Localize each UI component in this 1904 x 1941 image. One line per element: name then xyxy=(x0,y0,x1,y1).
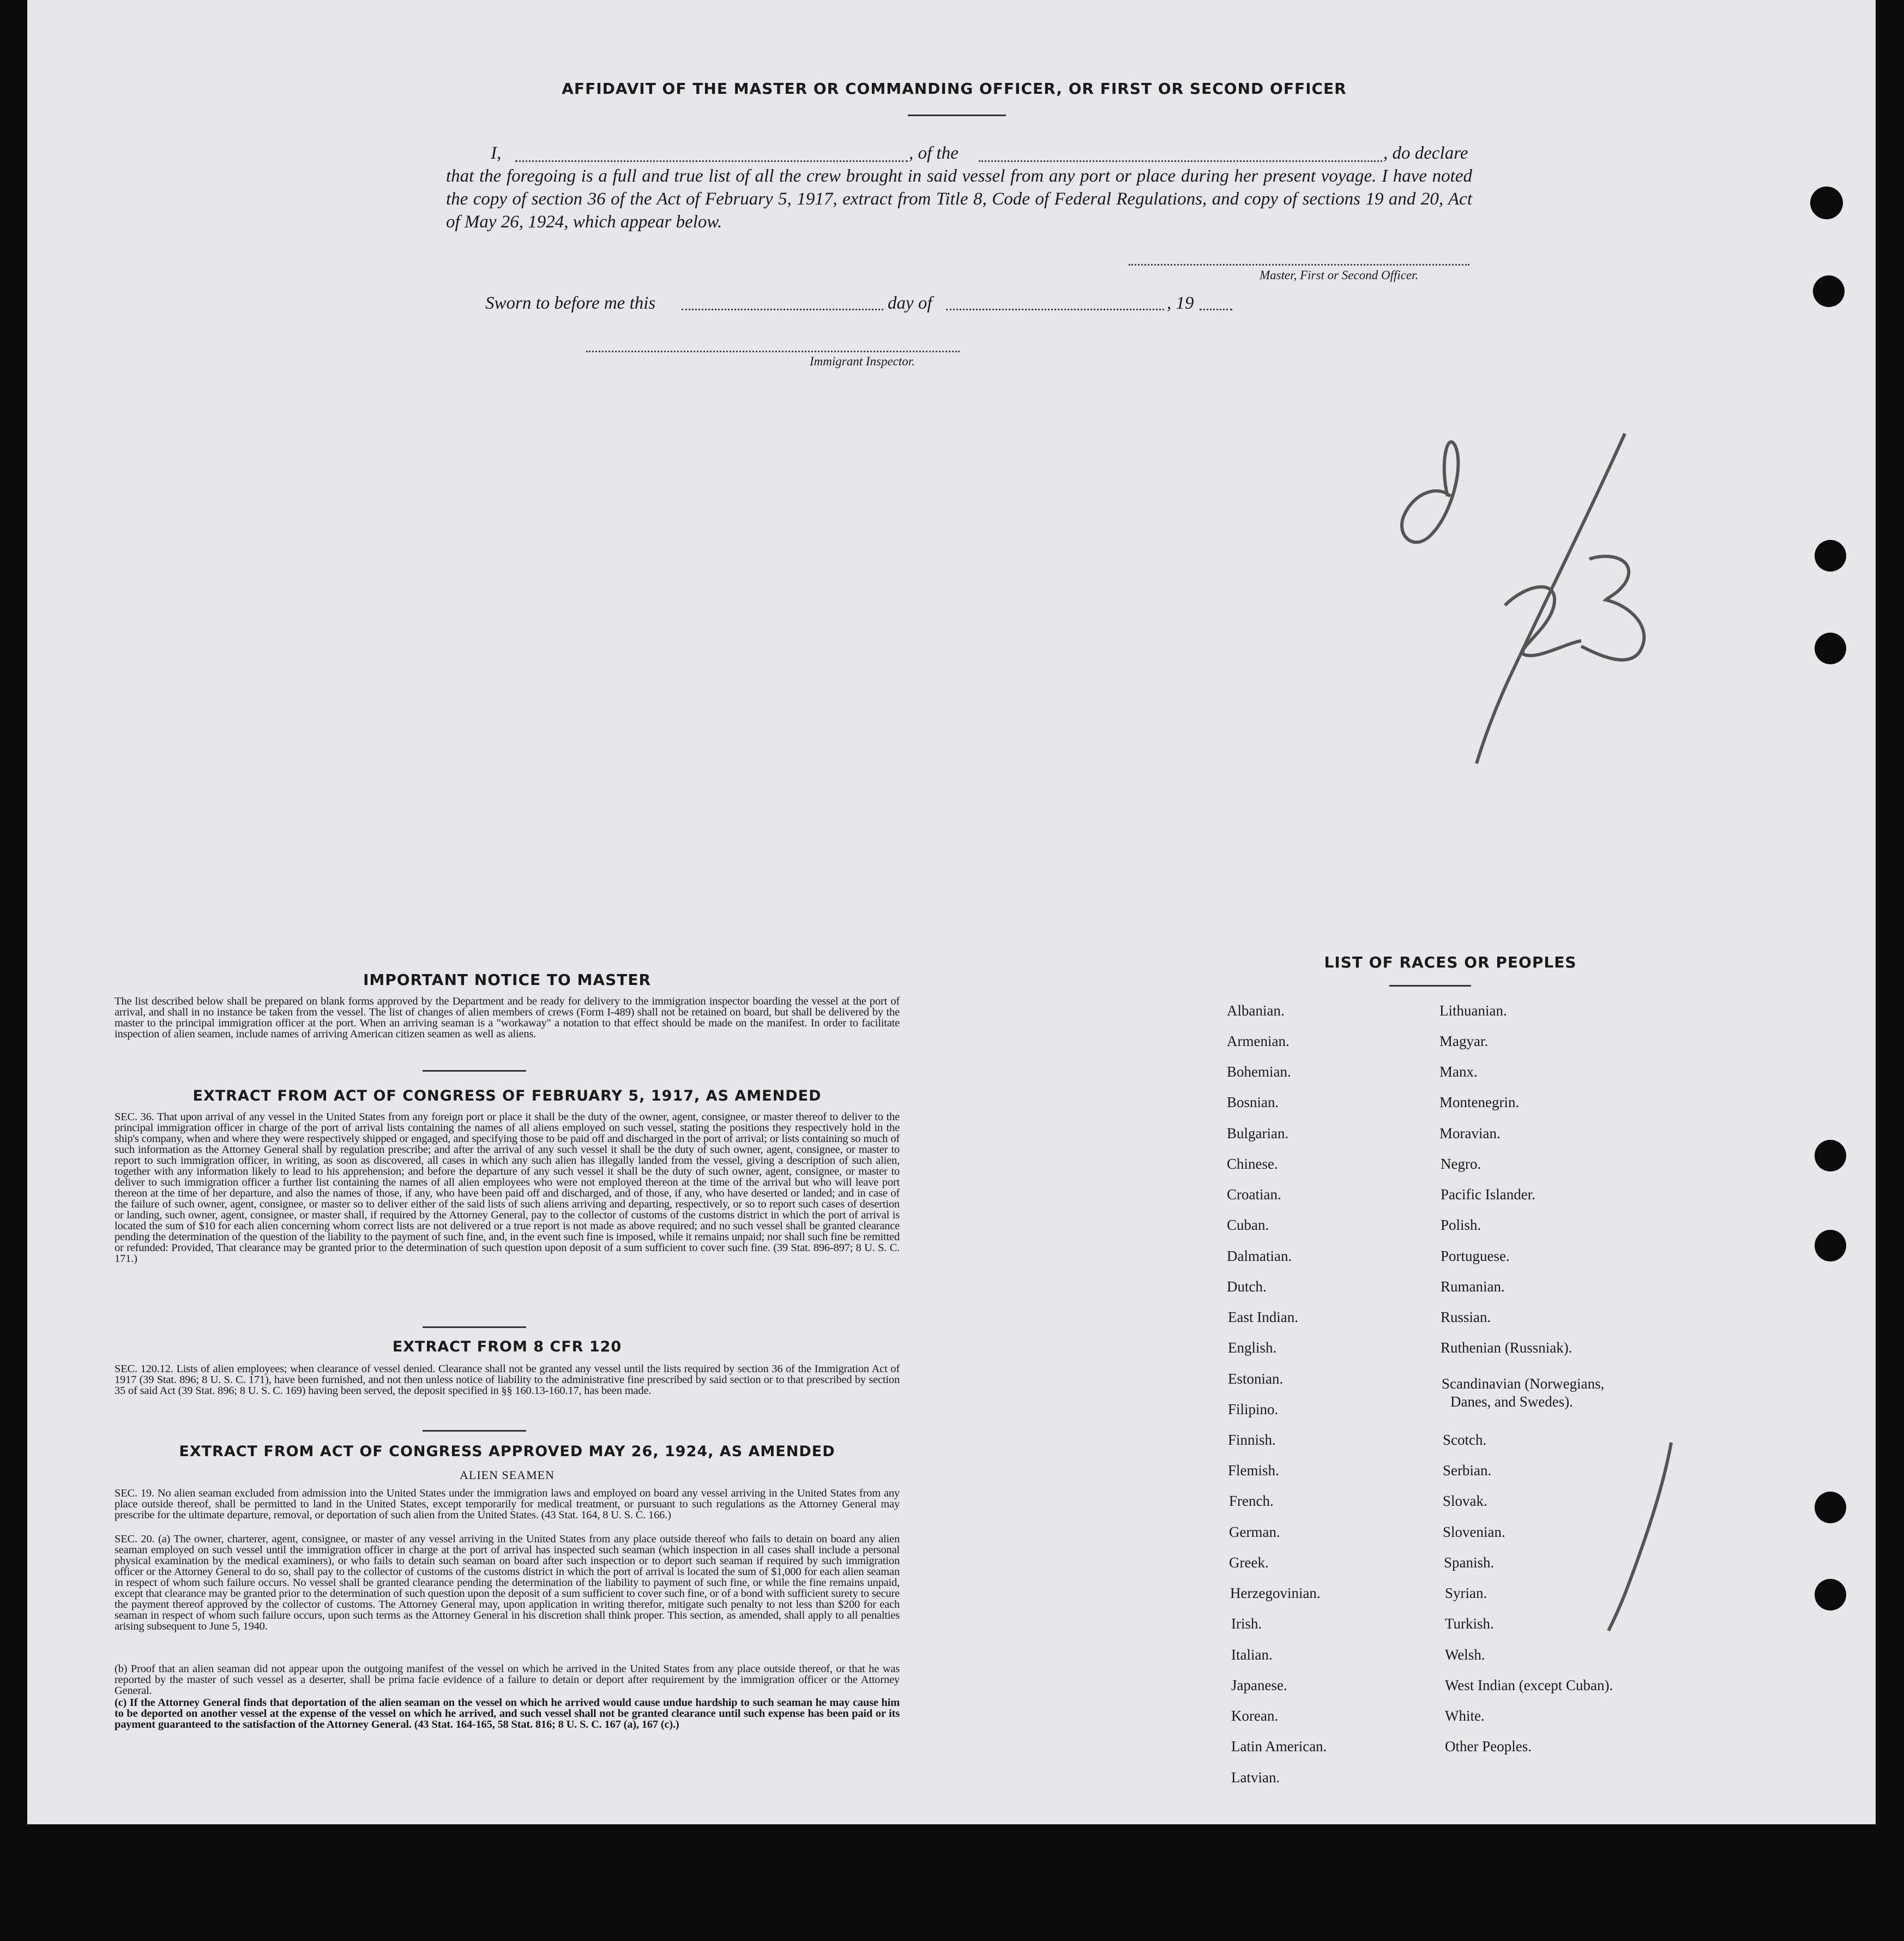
inspector-caption: Immigrant Inspector. xyxy=(810,354,915,368)
binder-hole xyxy=(1815,633,1846,664)
race-item: Slovenian. xyxy=(1443,1524,1505,1540)
race-item: Albanian. xyxy=(1227,1002,1285,1019)
binder-hole xyxy=(1810,187,1843,219)
race-item: Irish. xyxy=(1231,1615,1262,1632)
race-item: Italian. xyxy=(1231,1646,1273,1663)
handwritten-tally-mark xyxy=(1598,1434,1679,1636)
sworn-month-blank xyxy=(946,309,1164,310)
section-divider xyxy=(423,1430,526,1432)
handwritten-fraction xyxy=(1390,425,1674,780)
race-item: Bulgarian. xyxy=(1227,1125,1289,1141)
race-item: Filipino. xyxy=(1228,1401,1279,1417)
extract-1924-sec20b: (b) Proof that an alien seaman did not appear upon the outgoing manifest of the vessel on which he arrived in the United States from any place outside thereof, or that he was reported by the master of such vessel as a deserter, shall be prima facie evidence of a failure to detain or deport after requirement by the immigration officer or the Attorney General. xyxy=(115,1663,900,1697)
race-item: Finnish. xyxy=(1228,1432,1276,1448)
race-item: Dalmatian. xyxy=(1227,1248,1292,1264)
race-item: Spanish. xyxy=(1444,1554,1495,1571)
race-item: Welsh. xyxy=(1445,1646,1485,1663)
race-item: Negro. xyxy=(1441,1156,1481,1172)
race-item: White. xyxy=(1445,1708,1485,1724)
race-item: Chinese. xyxy=(1227,1156,1278,1172)
notice-body: The list described below shall be prepared on blank forms approved by the Department and be ready for delivery to the immigration inspector boarding the vessel at the port of arrival, and shall in no instance be taken from the vessel. The list of changes of alien members of crews (Form I-489) shall not be retained on board, but shall be delivered by the master to the principal immigration officer at the port. When an arriving seaman is a "workaway" a notation to that effect should be made on the manifest. In order to facilitate inspection of alien seamen, include names of arriving American citizen seamen as well as aliens. xyxy=(115,995,900,1040)
extract-1924-subtitle: ALIEN SEAMEN xyxy=(460,1468,555,1482)
extract-1924-sec19: SEC. 19. No alien seaman excluded from admission into the United States under the immigration laws and employed on board any vessel arriving in the United States from any place outside thereof, shall be permitted to land in the United States, except temporarily for medical treatment, or pursuant to such regulations as the Attorney General may prescribe for the ultimate departure, removal, or deportation of such alien from the United States. (43 Stat. 164, 8 U. S. C. 166.) xyxy=(115,1487,900,1521)
race-item: Syrian. xyxy=(1445,1585,1487,1601)
vessel-blank xyxy=(979,160,1382,162)
race-item: East Indian. xyxy=(1228,1309,1298,1325)
race-item: Moravian. xyxy=(1439,1125,1501,1141)
affidavit-line1-b: , of the xyxy=(909,143,959,163)
extract-1924-sec20c: (c) If the Attorney General finds that deportation of the alien seaman on the vessel on which he arrived would cause undue hardship to such seaman he may cause him to be deported on another vessel at the expense of the vessel on which he arrived, and such vessel shall not be granted clearance until such expense has been paid or its payment guaranteed to the satisfaction of the Attorney General. (43 Stat. 164-165, 58 Stat. 816; 8 U. S. C. 167 (a), 167 (c).) xyxy=(115,1697,900,1730)
race-item: Herzegovinian. xyxy=(1230,1585,1321,1601)
affidavit-declaration: that the foregoing is a full and true list of all the crew brought in said vessel from any port or place during her present voyage. I have noted the copy of section 36 of the Act of February 5, 1917, extract from Title 8, Code of Federal Regulations, and copy of sections 19 and 20, Act of May 26, 1924, which appear below. xyxy=(446,166,1472,232)
race-item: English. xyxy=(1228,1339,1277,1356)
binder-hole xyxy=(1815,540,1846,572)
title-underline xyxy=(908,115,1006,116)
sworn-day-blank xyxy=(682,309,883,310)
extract-1917-body: SEC. 36. That upon arrival of any vessel in the United States from any foreign port or place it shall be the duty of the owner, agent, consignee, or master thereof to deliver to the principal immigration officer in charge of the port of arrival lists containing the names of all aliens employed on such vessel, stating the positions they respectively hold in the ship's company, when and where they were respectively shipped or engaged, and specifying those to be paid off and discharged in the port of arrival; or lists containing so much of such information as the Attorney General shall by regulation prescribe; and after the arrival of any such vessel it shall be the duty of such owner, agent, consignee, or master to report to such immigration officer, in writing, as soon as discovered, all cases in which any such alien has illegally landed from the vessel, giving a description of such alien, together with any information likely to lead to his apprehension; and before the departure of any such vessel it shall be the duty of such owner, agent, consignee, or master to deliver to such immigration officer a further list containing the names of all alien employees who were not employed thereon at the time of the arrival but who will leave port thereon at the time of her departure, and also the names of those, if any, who have been paid off and discharged, and of those, if any, who have deserted or landed; and in case of the failure of such owner, agent, consignee, or master so to deliver either of the said lists of such aliens arriving and departing, respectively, or so to report such cases of desertion or landing, such owner, agent, consignee, or master shall, if required by the Attorney General, pay to the collector of customs of the customs district in which the port of arrival is located the sum of $10 for each alien concerning whom correct lists are not delivered or a true report is not made as above required; and no such vessel shall be granted clearance pending the determination of the question of the liability to the payment of such fine, and, in the event such fine is imposed, while it remains unpaid; nor shall such fine be remitted or refunded: Provided, That clearance may be granted prior to the determination of such question upon deposit of a sum sufficient to cover such fine. (39 Stat. 896-897; 8 U. S. C. 171.) xyxy=(115,1111,900,1265)
races-title-underline xyxy=(1389,985,1471,987)
race-item: Greek. xyxy=(1229,1554,1269,1571)
name-blank xyxy=(515,160,908,162)
binder-hole xyxy=(1815,1140,1846,1171)
race-item: Danes, and Swedes). xyxy=(1450,1393,1573,1410)
binder-hole xyxy=(1813,275,1845,307)
binder-hole xyxy=(1815,1492,1846,1523)
race-item: Scotch. xyxy=(1443,1432,1487,1448)
sworn-year-blank xyxy=(1200,309,1232,310)
master-signature-line xyxy=(1129,264,1469,266)
race-item: Rumanian. xyxy=(1441,1278,1505,1295)
race-item: Bosnian. xyxy=(1227,1094,1279,1110)
race-item: Croatian. xyxy=(1227,1186,1281,1203)
race-item: German. xyxy=(1229,1524,1280,1540)
race-item: Japanese. xyxy=(1231,1677,1287,1693)
race-item: Magyar. xyxy=(1439,1033,1489,1049)
race-item: Turkish. xyxy=(1445,1615,1494,1632)
race-item: Latin American. xyxy=(1231,1738,1327,1754)
sworn-label: Sworn to before me this xyxy=(485,293,656,313)
sworn-year: , 19 xyxy=(1167,293,1194,313)
race-item: Dutch. xyxy=(1227,1278,1267,1295)
race-item: Scandinavian (Norwegians, xyxy=(1442,1375,1605,1392)
master-signature-caption: Master, First or Second Officer. xyxy=(1260,268,1419,282)
race-item: Bohemian. xyxy=(1227,1063,1291,1080)
race-item: Armenian. xyxy=(1227,1033,1290,1049)
race-item: Russian. xyxy=(1441,1309,1491,1325)
sworn-day-of: day of xyxy=(888,293,932,313)
race-item: Flemish. xyxy=(1228,1462,1279,1479)
races-title: LIST OF RACES OR PEOPLES xyxy=(1324,953,1577,971)
race-item: Serbian. xyxy=(1443,1462,1492,1479)
extract-1924-title: EXTRACT FROM ACT OF CONGRESS APPROVED MAY 26, 1924, AS AMENDED xyxy=(179,1443,835,1460)
binder-hole xyxy=(1815,1230,1846,1261)
race-item: Cuban. xyxy=(1227,1217,1269,1233)
binder-hole xyxy=(1815,1579,1846,1611)
race-item: Montenegrin. xyxy=(1439,1094,1520,1110)
race-item: French. xyxy=(1229,1493,1274,1509)
race-item: Lithuanian. xyxy=(1439,1002,1507,1019)
race-item: Korean. xyxy=(1231,1708,1279,1724)
extract-cfr-body: SEC. 120.12. Lists of alien employees; when clearance of vessel denied. Clearance shall not be granted any vessel until the lists required by section 36 of the Immigration Act of 1917 (39 Stat. 896; 8 U. S. C. 171), have been furnished, and not then unless notice of liability to the administrative fine prescribed by said section or to that prescribed by section 35 of said Act (39 Stat. 896; 8 U. S. C. 169) having been served, the deposit specified in §§ 160.13-160.17, has been made. xyxy=(115,1363,900,1397)
race-item: Latvian. xyxy=(1231,1769,1280,1786)
race-item: West Indian (except Cuban). xyxy=(1445,1677,1613,1693)
extract-1917-title: EXTRACT FROM ACT OF CONGRESS OF FEBRUARY 5, 1917, AS AMENDED xyxy=(192,1087,822,1104)
section-divider xyxy=(423,1326,526,1328)
section-divider xyxy=(423,1070,526,1072)
affidavit-line1-a: I, xyxy=(491,143,502,163)
affidavit-title: AFFIDAVIT OF THE MASTER OR COMMANDING OFFICER, OR FIRST OR SECOND OFFICER xyxy=(562,80,1347,98)
inspector-signature-line xyxy=(586,351,960,352)
notice-title: IMPORTANT NOTICE TO MASTER xyxy=(363,971,652,989)
race-item: Manx. xyxy=(1439,1063,1478,1080)
race-item: Slovak. xyxy=(1443,1493,1487,1509)
race-item: Polish. xyxy=(1441,1217,1481,1233)
affidavit-line1-c: , do declare xyxy=(1383,143,1468,163)
race-item: Portuguese. xyxy=(1441,1248,1510,1264)
race-item: Estonian. xyxy=(1228,1371,1284,1387)
race-item: Ruthenian (Russniak). xyxy=(1441,1339,1572,1356)
race-item: Pacific Islander. xyxy=(1441,1186,1535,1203)
extract-cfr-title: EXTRACT FROM 8 CFR 120 xyxy=(392,1338,622,1355)
extract-1924-sec20a: SEC. 20. (a) The owner, charterer, agent, consignee, or master of any vessel arriving in the United States from any place outside thereof who fails to detain on board any alien seaman employed on such vessel until the immigration officer in charge at the port of arrival has inspected such seaman (which inspection in all cases shall include a personal physical examination by the medical examiners), or who fails to detain such seaman on board after such inspection or to deport such seaman if required by such immigration officer or the Attorney General to do so, shall pay to the collector of customs of the customs district in which the port of arrival is located the sum of $1,000 for each alien seaman in respect of whom such failure occurs. No vessel shall be granted clearance pending the determination of the liability to payment of such fine, or while the fine remains unpaid, except that clearance may be granted prior to the determination of such question upon the deposit of a sum sufficient to cover such fine, or of a bond with sufficient surety to secure the payment thereof approved by the collector of customs. The Attorney General may, upon application in writing therefor, mitigate such penalty to not less than $200 for each seaman in respect of whom such failure occurs, upon such terms as the Attorney General in his discretion shall think proper. This section, as amended, shall apply to all penalties arising subsequent to June 5, 1940. xyxy=(115,1533,900,1632)
race-item: Other Peoples. xyxy=(1445,1738,1532,1754)
